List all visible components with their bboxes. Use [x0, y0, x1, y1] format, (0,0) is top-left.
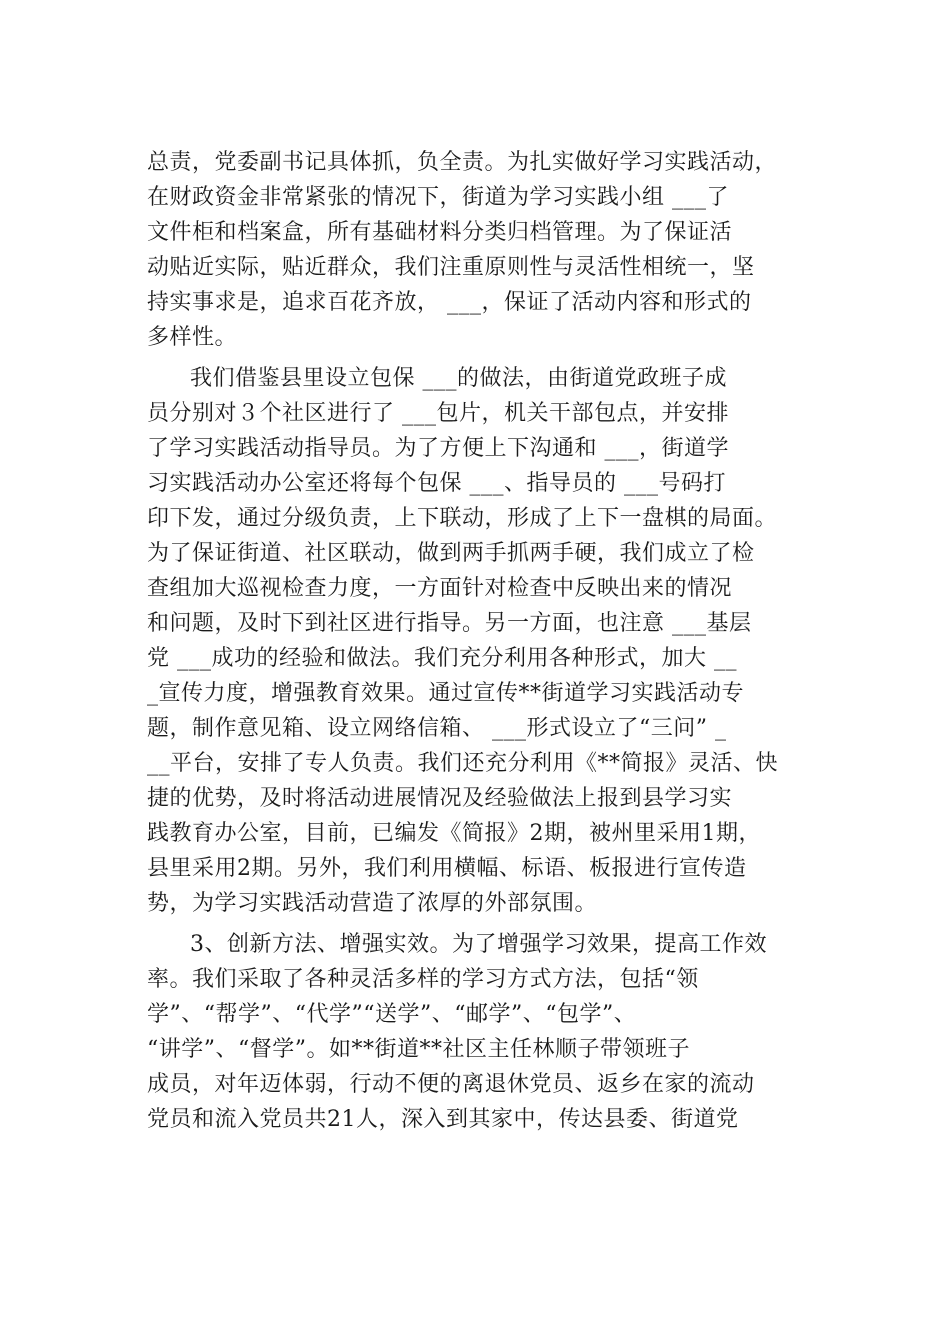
text-line: 率。我们采取了各种灵活多样的学习方式方法，包括“领	[147, 967, 699, 992]
text-line: _宣传力度，增强教育效果。通过宣传**街道学习实践活动专	[147, 681, 745, 706]
text-line: “讲学”、“督学”。如**街道**社区主任林顺子带领班子	[147, 1037, 690, 1062]
text-line: 为了保证街道、社区联动，做到两手抓两手硬，我们成立了检	[147, 541, 755, 566]
text-line: 践教育办公室，目前，已编发《简报》2期，被州里采用1期，	[147, 821, 761, 846]
text-line: 印下发，通过分级负责，上下联动，形成了上下一盘棋的局面。	[147, 506, 778, 531]
paragraph-first-line: 3、创新方法、增强实效。为了增强学习效果，提高工作效	[190, 932, 767, 957]
text-line: 了学习实践活动指导员。为了方便上下沟通和 ___，街道学	[147, 436, 729, 461]
text-line: __平台，安排了专人负责。我们还充分利用《**简报》灵活、快	[147, 751, 779, 776]
text-line: 文件柜和档案盒，所有基础材料分类归档管理。为了保证活	[147, 220, 733, 245]
text-line: 多样性。	[147, 325, 238, 350]
text-line: 党 ___成功的经验和做法。我们充分利用各种形式，加大 __	[147, 646, 737, 671]
text-line: 动贴近实际，贴近群众，我们注重原则性与灵活性相统一，坚	[147, 255, 755, 280]
text-line: 捷的优势，及时将活动进展情况及经验做法上报到县学习实	[147, 786, 733, 811]
text-line: 持实事求是，追求百花齐放， ___，保证了活动内容和形式的	[147, 290, 752, 315]
text-line: 习实践活动办公室还将每个包保 ___、指导员的 ___号码打	[147, 471, 726, 496]
text-line: 势，为学习实践活动营造了浓厚的外部氛围。	[147, 891, 598, 916]
text-line: 县里采用2期。另外，我们利用横幅、标语、板报进行宣传造	[147, 856, 747, 881]
text-line: 总责，党委副书记具体抓，负全责。为扎实做好学习实践活动，	[147, 150, 778, 175]
text-line: 和问题，及时下到社区进行指导。另一方面，也注意 ___基层	[147, 611, 752, 636]
text-line: 党员和流入党员共21人，深入到其家中，传达县委、街道党	[147, 1107, 739, 1132]
text-line: 员分别对３个社区进行了 ___包片，机关干部包点，并安排	[147, 401, 729, 426]
text-line: 成员，对年迈体弱，行动不便的离退休党员、返乡在家的流动	[147, 1072, 755, 1097]
text-line: 题，制作意见箱、设立网络信箱、 ___形式设立了“三问” _	[147, 716, 727, 741]
text-line: 学”、“帮学”、“代学”“送学”、“邮学”、“包学”、	[147, 1002, 637, 1027]
paragraph-first-line: 我们借鉴县里设立包保 ___的做法，由街道党政班子成	[190, 366, 727, 391]
text-line: 查组加大巡视检查力度，一方面针对检查中反映出来的情况	[147, 576, 733, 601]
text-line: 在财政资金非常紧张的情况下，街道为学习实践小组 ___了	[147, 185, 729, 210]
